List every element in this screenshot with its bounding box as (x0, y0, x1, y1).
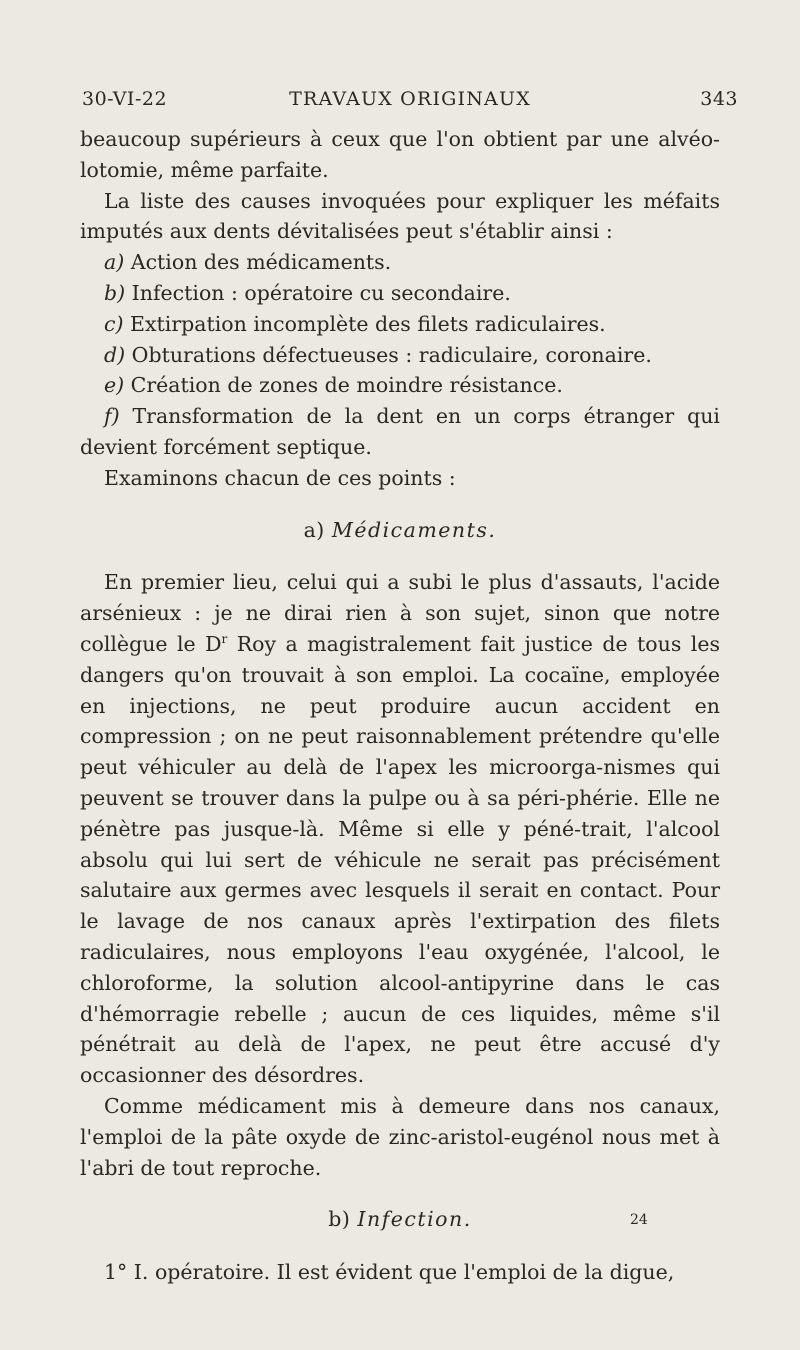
text-run: En premier lieu, celui qui a subi le plus d'assauts, l'acide arsénieux : je ne dirai rien à son sujet, sinon que notre collègue le D (80, 570, 720, 656)
paragraph-medicaments-1 (80, 567, 720, 1091)
list-text: Obturations défectueuses : radiculaire, coronaire. (131, 342, 652, 367)
list-letter: a) (104, 250, 125, 275)
list-item-b (80, 278, 720, 309)
signature-mark: 24 (630, 1212, 648, 1228)
section-letter: b) (328, 1207, 351, 1232)
section-heading-b (80, 1204, 720, 1235)
section-letter: a) (303, 517, 325, 542)
section-title: Infection. (357, 1207, 472, 1232)
list-text: Extirpation incomplète des filets radiculaires. (130, 311, 606, 336)
section-heading-a (80, 515, 720, 546)
paragraph-continuation: beaucoup supérieurs à ceux que l'on obtient par une alvéo-lotomie, même parfaite. (80, 127, 720, 182)
body-text (80, 124, 720, 1288)
running-header (82, 88, 738, 118)
list-item-a (80, 247, 720, 278)
list-text: Création de zones de moindre résistance. (130, 373, 563, 398)
list-letter: e) (104, 373, 125, 398)
list-letter: f) (104, 404, 120, 429)
paragraph-list-intro: La liste des causes invoquées pour expliquer les méfaits imputés aux dents dévitalisées peut s'établir ainsi : (80, 188, 720, 244)
list-text: Action des médicaments. (130, 250, 392, 275)
paragraph-medicaments-2: Comme médicament mis à demeure dans nos canaux, l'emploi de la pâte oxyde de zinc-aristol-eugénol nous met à l'abri de tout reproche. (80, 1093, 720, 1180)
list-text: Infection : opératoire cu secondaire. (131, 280, 511, 305)
list-item-c (80, 309, 720, 340)
list-letter: b) (104, 280, 126, 305)
list-item-e (80, 370, 720, 401)
header-journal-title: TRAVAUX ORIGINAUX (289, 88, 531, 110)
section-title: Médicaments. (331, 517, 497, 542)
list-letter: c) (104, 311, 124, 336)
paragraph-infection-1: 1° I. opératoire. Il est évident que l'emploi de la digue, (104, 1260, 675, 1285)
page-number: 343 (700, 88, 738, 110)
list-item-d (80, 340, 720, 371)
paragraph-examine: Examinons chacun de ces points : (104, 465, 456, 490)
header-date: 30-VI-22 (82, 88, 168, 110)
list-text: Transformation de la dent en un corps étranger qui devient forcément septique. (80, 404, 720, 459)
list-item-f (80, 401, 720, 463)
list-letter: d) (104, 342, 126, 367)
text-run: Roy a magistralement fait justice de tous les dangers qu'on trouvait à son emploi. La cocaïne, employée en injections, ne peut produire aucun accident en compression ; on ne peut raisonnablement prétendre qu'elle peut véhiculer au delà de l'apex les microorga-nismes qui peuvent se trouver dans la pulpe ou à sa péri-phérie. Elle ne pénètre pas jusque-là. Même si elle y péné-trait, l'alcool absolu qui lui sert de véhicule ne serait pas précisément salutaire aux germes avec lesquels il serait en contact. Pour le lavage de nos canaux après l'extirpation des filets radiculaires, nous employons l'eau oxygénée, l'alcool, le chloroforme, la solution alcool-antipyrine dans le cas d'hémorragie rebelle ; aucun de ces liquides, même s'il pénétrait au delà de l'apex, ne peut être accusé d'y occasionner des désordres. (80, 631, 721, 1088)
superscript: r (221, 632, 228, 647)
